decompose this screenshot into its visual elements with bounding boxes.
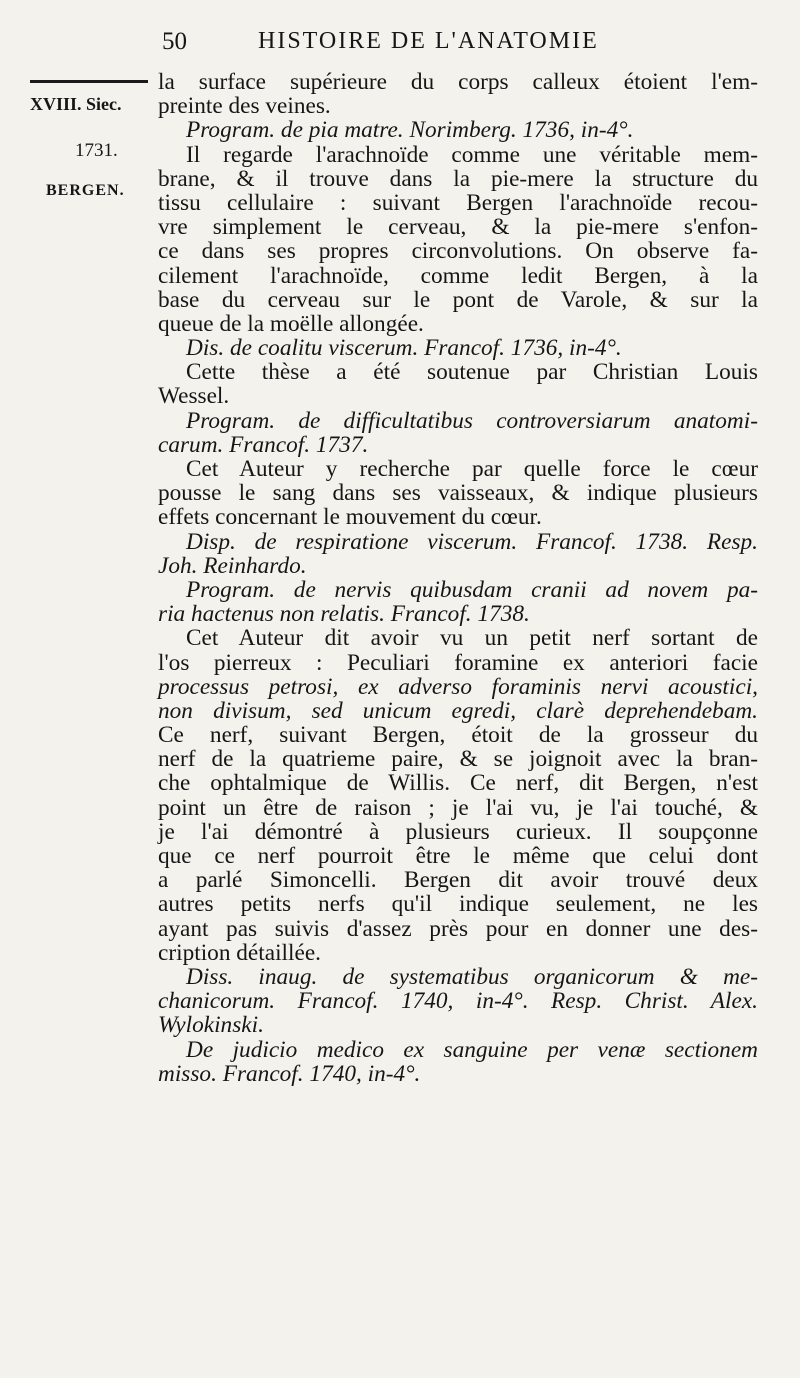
text-line: ria hactenus non relatis. Francof. 1738. — [158, 601, 530, 628]
text-line: Program. de pia matre. Norimberg. 1736, in-4°. — [186, 117, 634, 144]
text-line: preinte des veines. — [158, 93, 331, 120]
text-line: je l'ai démontré à plusieurs curieux. Il soupçonne — [158, 818, 758, 845]
text-line: Disp. de respiratione viscerum. Francof. 1738. Resp. — [186, 528, 758, 555]
text-line: ce dans ses propres circonvolutions. On observe fa- — [158, 238, 758, 265]
text-line: l'os pierreux : Peculiari foramine ex anteriori facie — [158, 649, 758, 676]
text-line: point un être de raison ; je l'ai vu, je l'ai touché, & — [158, 794, 758, 821]
text-line: carum. Francof. 1737. — [158, 431, 369, 458]
text-line: cilement l'arachnoïde, comme ledit Bergen, à la — [158, 262, 758, 289]
text-line: tissu cellulaire : suivant Bergen l'arachnoïde recou- — [158, 189, 758, 216]
margin-rule — [30, 80, 148, 83]
text-line: De judicio medico ex sanguine per venæ sectionem — [186, 1036, 758, 1063]
text-line: Dis. de coalitu viscerum. Francof. 1736, in-4°. — [186, 335, 622, 362]
text-line: che ophtalmique de Willis. Ce nerf, dit Bergen, n'est — [158, 770, 758, 797]
text-line: brane, & il trouve dans la pie-mere la structure du — [158, 165, 758, 192]
text-line: Program. de nervis quibusdam cranii ad novem pa- — [186, 576, 758, 603]
text-line: Il regarde l'arachnoïde comme une véritable mem- — [186, 141, 758, 168]
page-header — [0, 24, 800, 64]
text-line: misso. Francof. 1740, in-4°. — [158, 1060, 421, 1087]
text-line: ayant pas suivis d'assez près pour en donner une des- — [158, 915, 758, 942]
text-line: Ce nerf, suivant Bergen, étoit de la grosseur du — [158, 722, 758, 749]
text-line: chanicorum. Francof. 1740, in-4°. Resp. Christ. Alex. — [158, 988, 758, 1015]
text-line: cription détaillée. — [158, 939, 322, 966]
text-line: que ce nerf pourroit être le même que celui dont — [158, 843, 758, 869]
text-line: base du cerveau sur le pont de Varole, & sur la — [158, 286, 758, 313]
text-line: effets concernant le mouvement du cœur. — [158, 504, 542, 531]
text-line: pousse le sang dans ses vaisseaux, & indique plusieurs — [158, 480, 758, 507]
text-line: vre simplement le cerveau, & la pie-mere s'enfon- — [158, 214, 758, 241]
margin-century: XVIII. Siec. — [30, 94, 122, 114]
body-text — [158, 70, 758, 1086]
text-line: la surface supérieure du corps calleux étoient l'em- — [158, 69, 758, 95]
text-line: Wylokinski. — [158, 1012, 264, 1039]
text-line: Program. de difficultatibus controversiarum anatomi- — [186, 407, 758, 434]
text-line: autres petits nerfs qu'il indique seulement, ne les — [158, 891, 758, 918]
text-line: Cet Auteur dit avoir vu un petit nerf sortant de — [186, 625, 758, 652]
text-line: processus petrosi, ex adverso foraminis nervi acoustici, — [158, 673, 758, 700]
running-title: HISTOIRE DE L'ANATOMIE — [258, 28, 599, 54]
margin-year: 1731. — [75, 140, 118, 161]
text-line: non divisum, sed unicum egredi, clarè deprehendebam. — [158, 697, 758, 724]
margin-author: BERGEN. — [46, 182, 125, 199]
text-line: Wessel. — [158, 383, 230, 410]
text-line: nerf de la quatrieme paire, & se joignoit avec la bran- — [158, 746, 758, 773]
text-line: queue de la moëlle allongée. — [158, 310, 424, 337]
text-line: Joh. Reinhardo. — [158, 552, 307, 579]
text-line: a parlé Simoncelli. Bergen dit avoir trouvé deux — [158, 867, 758, 894]
page-number: 50 — [162, 28, 187, 55]
text-line: Cette thèse a été soutenue par Christian Louis — [186, 359, 758, 386]
text-line: Cet Auteur y recherche par quelle force le cœur — [186, 456, 758, 482]
text-line: Diss. inaug. de systematibus organicorum & me- — [186, 963, 758, 990]
